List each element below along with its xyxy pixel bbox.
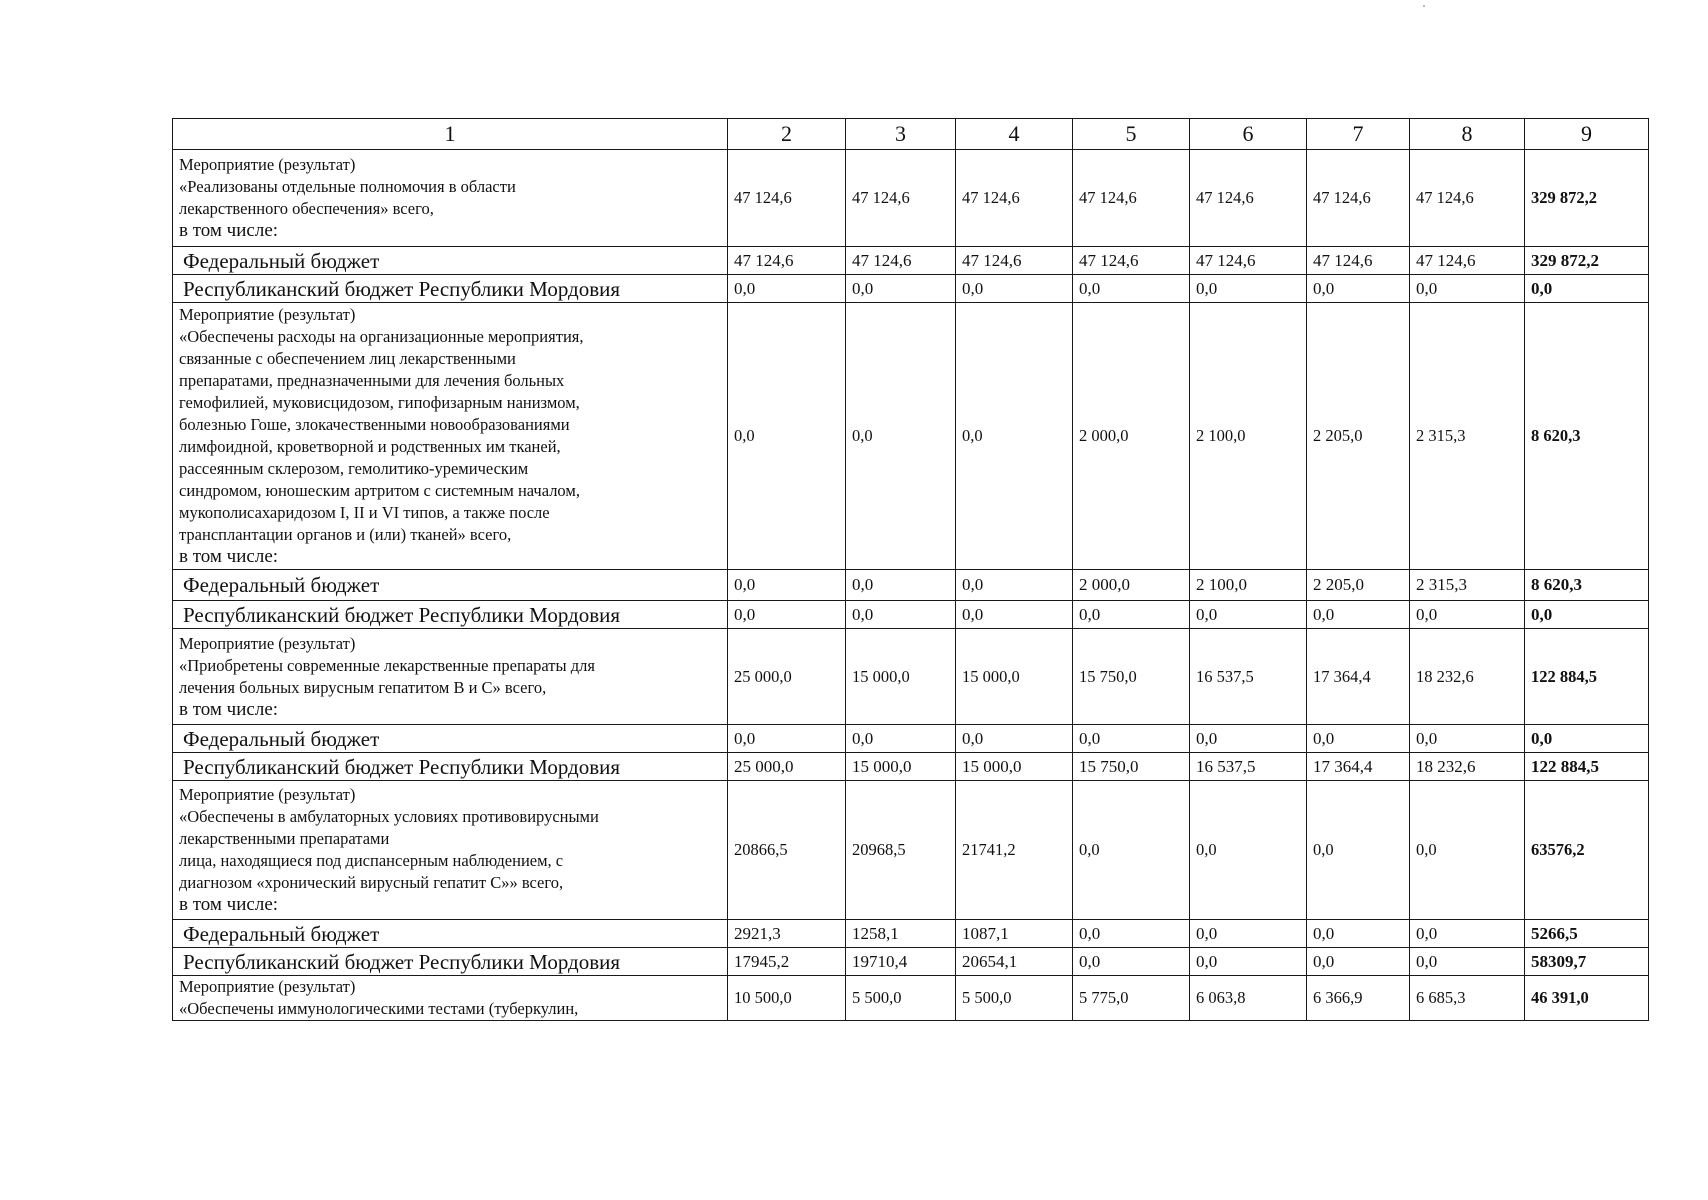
year-value-cell: 47 124,6 [728,247,846,275]
budget-table [172,118,1649,1021]
year-value-cell: 0,0 [1190,920,1307,948]
year-value-cell: 0,0 [1073,725,1190,753]
year-value-cell: 20968,5 [846,781,956,920]
year-value-cell: 5 775,0 [1073,976,1190,1021]
budget-source-label: Федеральный бюджет [173,920,728,948]
year-value-cell: 0,0 [728,570,846,601]
activity-description-line: в том числе: [179,220,279,241]
activity-description-line: лимфоидной, кроветворной и родственных им тканей, [179,437,561,456]
budget-source-label: Республиканский бюджет Республики Мордовия [173,601,728,629]
year-value-cell: 0,0 [956,570,1073,601]
year-value-cell: 2 205,0 [1307,303,1410,570]
activity-description-line: «Приобретены современные лекарственные препараты для [179,655,595,675]
year-value-cell: 6 366,9 [1307,976,1410,1021]
year-value-cell: 15 750,0 [1073,629,1190,725]
activity-description [173,629,728,725]
year-value-cell: 0,0 [846,275,956,303]
year-value-cell: 0,0 [1073,781,1190,920]
year-value-cell: 0,0 [1190,781,1307,920]
year-value-cell: 0,0 [1190,275,1307,303]
year-value-cell: 2 205,0 [1307,570,1410,601]
year-value-cell: 25 000,0 [728,753,846,781]
year-value-cell: 0,0 [1190,725,1307,753]
header-cell: 4 [956,119,1073,150]
activity-description-line: препаратами, предназначенными для лечения больных [179,371,565,390]
year-value-cell: 0,0 [1307,781,1410,920]
activity-description-line: Мероприятие (результат) [179,305,356,324]
budget-source-label: Федеральный бюджет [173,570,728,601]
year-value-cell: 0,0 [846,725,956,753]
activity-description-line: Мероприятие (результат) [179,633,356,653]
year-value-cell: 25 000,0 [728,629,846,725]
activity-description [173,781,728,920]
total-value-cell: 63576,2 [1525,781,1649,920]
activity-description-line: в том числе: [179,546,279,567]
activity-description-line: рассеянным склерозом, гемолитико-уремическим [179,459,529,478]
year-value-cell: 2 000,0 [1073,303,1190,570]
budget-source-label: Федеральный бюджет [173,725,728,753]
total-value-cell: 122 884,5 [1525,629,1649,725]
year-value-cell: 0,0 [956,725,1073,753]
year-value-cell: 47 124,6 [1190,150,1307,247]
activity-description-line: в том числе: [179,698,279,720]
activity-description-line: в том числе: [179,894,279,915]
year-value-cell: 0,0 [1410,275,1525,303]
total-value-cell: 8 620,3 [1525,303,1649,570]
year-value-cell: 0,0 [846,601,956,629]
year-value-cell: 0,0 [1307,275,1410,303]
header-cell: 9 [1525,119,1649,150]
year-value-cell: 17945,2 [728,948,846,976]
activity-description-line: «Реализованы отдельные полномочия в области [179,177,516,196]
year-value-cell: 47 124,6 [1073,247,1190,275]
year-value-cell: 0,0 [1410,781,1525,920]
year-value-cell: 0,0 [1410,601,1525,629]
total-value-cell: 46 391,0 [1525,976,1649,1021]
year-value-cell: 15 000,0 [846,629,956,725]
year-value-cell: 0,0 [1307,601,1410,629]
activity-description-line: мукополисахаридозом I, II и VI типов, а также после [179,503,550,522]
year-value-cell: 47 124,6 [1410,150,1525,247]
total-value-cell: 329 872,2 [1525,150,1649,247]
year-value-cell: 0,0 [728,275,846,303]
activity-row [173,150,1649,247]
total-value-cell: 0,0 [1525,275,1649,303]
budget-source-label: Республиканский бюджет Республики Мордовия [173,275,728,303]
activity-description-line: Мероприятие (результат) [179,977,356,996]
activity-description-line: Мероприятие (результат) [179,155,356,174]
activity-description [173,303,728,570]
budget-source-row [173,570,1649,601]
year-value-cell: 47 124,6 [728,150,846,247]
header-cell: 3 [846,119,956,150]
total-value-cell: 122 884,5 [1525,753,1649,781]
total-value-cell: 329 872,2 [1525,247,1649,275]
year-value-cell: 2 315,3 [1410,570,1525,601]
budget-source-label: Федеральный бюджет [173,247,728,275]
activity-description-line: лекарственного обеспечения» всего, [179,199,434,218]
year-value-cell: 2 000,0 [1073,570,1190,601]
year-value-cell: 0,0 [728,601,846,629]
activity-row [173,303,1649,570]
year-value-cell: 21741,2 [956,781,1073,920]
year-value-cell: 10 500,0 [728,976,846,1021]
year-value-cell: 2 100,0 [1190,570,1307,601]
year-value-cell: 0,0 [1073,920,1190,948]
year-value-cell: 15 000,0 [846,753,956,781]
year-value-cell: 16 537,5 [1190,629,1307,725]
header-cell: 5 [1073,119,1190,150]
year-value-cell: 17 364,4 [1307,753,1410,781]
year-value-cell: 0,0 [1410,920,1525,948]
year-value-cell: 0,0 [1190,601,1307,629]
year-value-cell: 6 063,8 [1190,976,1307,1021]
activity-description-line: лекарственными препаратами [179,829,390,848]
total-value-cell: 8 620,3 [1525,570,1649,601]
total-value-cell: 0,0 [1525,601,1649,629]
year-value-cell: 47 124,6 [1073,150,1190,247]
year-value-cell: 0,0 [1307,948,1410,976]
column-number-header-row [173,119,1649,150]
header-cell: 2 [728,119,846,150]
total-value-cell: 0,0 [1525,725,1649,753]
year-value-cell: 47 124,6 [1307,247,1410,275]
year-value-cell: 47 124,6 [846,150,956,247]
year-value-cell: 2 315,3 [1410,303,1525,570]
year-value-cell: 2921,3 [728,920,846,948]
activity-description-line: «Обеспечены в амбулаторных условиях противовирусными [179,807,599,826]
budget-source-row [173,275,1649,303]
year-value-cell: 0,0 [728,725,846,753]
year-value-cell: 1087,1 [956,920,1073,948]
header-cell: 7 [1307,119,1410,150]
year-value-cell: 0,0 [1410,725,1525,753]
year-value-cell: 47 124,6 [956,150,1073,247]
year-value-cell: 0,0 [1073,601,1190,629]
year-value-cell: 15 000,0 [956,753,1073,781]
budget-source-row [173,725,1649,753]
activity-description-line: Мероприятие (результат) [179,785,356,804]
year-value-cell: 18 232,6 [1410,753,1525,781]
year-value-cell: 0,0 [846,570,956,601]
activity-description [173,976,728,1021]
header-cell: 8 [1410,119,1525,150]
year-value-cell: 0,0 [1073,275,1190,303]
year-value-cell: 47 124,6 [1410,247,1525,275]
activity-description-line: трансплантации органов и (или) тканей» всего, [179,525,512,544]
activity-description-line: связанные с обеспечением лиц лекарственными [179,349,516,368]
year-value-cell: 19710,4 [846,948,956,976]
budget-source-label: Республиканский бюджет Республики Мордовия [173,753,728,781]
activity-description-line: лица, находящиеся под диспансерным наблюдением, с [179,851,564,870]
year-value-cell: 47 124,6 [1307,150,1410,247]
activity-description-line: гемофилией, муковисцидозом, гипофизарным нанизмом, [179,393,580,412]
activity-description-line: синдромом, юношеским артритом с системным началом, [179,481,580,500]
table-body [173,119,1649,1021]
year-value-cell: 0,0 [728,303,846,570]
year-value-cell: 16 537,5 [1190,753,1307,781]
activity-description-line: «Обеспечены расходы на организационные мероприятия, [179,327,584,346]
year-value-cell: 17 364,4 [1307,629,1410,725]
year-value-cell: 15 000,0 [956,629,1073,725]
total-value-cell: 5266,5 [1525,920,1649,948]
year-value-cell: 2 100,0 [1190,303,1307,570]
total-value-cell: 58309,7 [1525,948,1649,976]
year-value-cell: 18 232,6 [1410,629,1525,725]
year-value-cell: 0,0 [1307,920,1410,948]
budget-source-label: Республиканский бюджет Республики Мордовия [173,948,728,976]
year-value-cell: 0,0 [846,303,956,570]
activity-description-line: болезнью Гоше, злокачественными новообразованиями [179,415,570,434]
scan-speck [1423,5,1425,7]
activity-description-line: лечения больных вирусным гепатитом В и С» всего, [179,677,547,697]
year-value-cell: 0,0 [956,303,1073,570]
year-value-cell: 1258,1 [846,920,956,948]
year-value-cell: 6 685,3 [1410,976,1525,1021]
activity-description-line: диагнозом «хронический вирусный гепатит С»» всего, [179,873,564,892]
budget-source-row [173,920,1649,948]
activity-row [173,976,1649,1021]
activity-row [173,781,1649,920]
budget-source-row [173,753,1649,781]
year-value-cell: 47 124,6 [1190,247,1307,275]
year-value-cell: 47 124,6 [956,247,1073,275]
year-value-cell: 20654,1 [956,948,1073,976]
year-value-cell: 5 500,0 [956,976,1073,1021]
year-value-cell: 0,0 [1073,948,1190,976]
budget-source-row [173,948,1649,976]
year-value-cell: 15 750,0 [1073,753,1190,781]
year-value-cell: 0,0 [956,601,1073,629]
year-value-cell: 20866,5 [728,781,846,920]
activity-row [173,629,1649,725]
activity-description-line: «Обеспечены иммунологическими тестами (туберкулин, [179,999,579,1018]
header-cell: 1 [173,119,728,150]
activity-description [173,150,728,247]
year-value-cell: 47 124,6 [846,247,956,275]
year-value-cell: 0,0 [1190,948,1307,976]
budget-source-row [173,601,1649,629]
year-value-cell: 0,0 [1410,948,1525,976]
year-value-cell: 0,0 [956,275,1073,303]
header-cell: 6 [1190,119,1307,150]
year-value-cell: 5 500,0 [846,976,956,1021]
budget-source-row [173,247,1649,275]
year-value-cell: 0,0 [1307,725,1410,753]
